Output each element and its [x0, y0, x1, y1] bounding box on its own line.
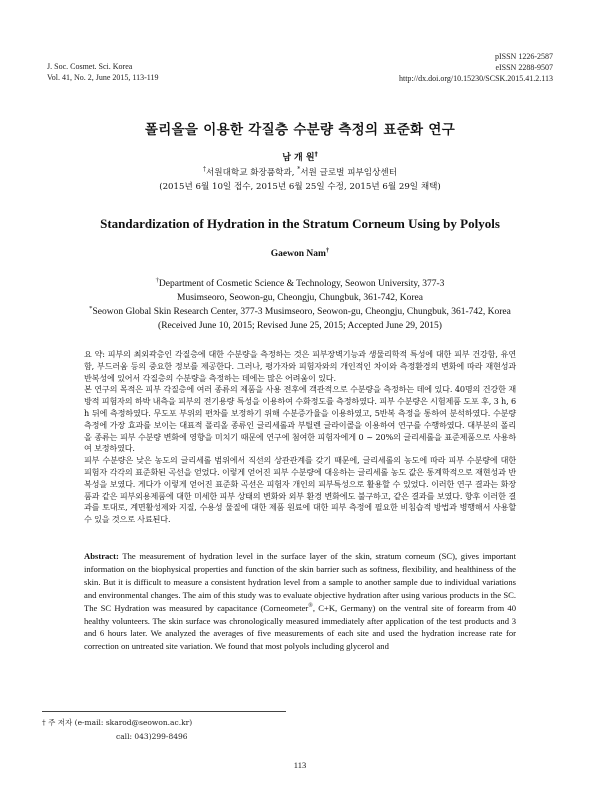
english-abstract	[84, 550, 516, 653]
en-affil-mark-2: *	[89, 304, 93, 312]
registered-mark: ®	[308, 602, 313, 609]
english-title: Standardization of Hydration in the Stratum Corneum Using by Polyols	[100, 216, 500, 231]
korean-affiliation-line	[0, 166, 600, 180]
pissn: pISSN 1226-2587	[494, 52, 553, 61]
korean-title: 폴리올을 이용한 각질층 수분량 측정의 표준화 연구	[144, 122, 456, 138]
journal-volume: Vol. 41, No. 2, June 2015, 113-119	[47, 73, 159, 82]
english-dates: (Received June 10, 2015; Revised June 25, 2015; Accepted June 29, 2015)	[158, 321, 442, 331]
korean-affil-2: 서원 글로벌 피부임상센터	[300, 168, 398, 178]
korean-abstract	[84, 349, 516, 526]
korean-affiliation	[0, 166, 600, 194]
korean-dates: (2015년 6월 10일 접수, 2015년 6월 25일 수정, 2015년 6월 29일 채택)	[159, 182, 441, 192]
korean-abstract-p2: 본 연구의 목적은 피부 각질층에 여러 종류의 제품을 사용 전후에 객관적으로 수분량을 측정하는 데에 있다. 40명의 건강한 재방적 피험자의 하박 내측을 피부의 전기용량 특성을 이용하여 수화정도를 측정하였다. 피부 수분량은 시험제품 도포 후, 3 h, 6 h 뒤에 측정하였다. 무도포 부위의 편차를 보정하기 위해 수분증가율을 이용하였고, 5반복 측정을 통하여 분석하였다. 수분량 측정에 가장 효과를 보이는 대표적 폴리올 종류인 글리세롤과 부틸렌 글라이콜을 이용하여 연구를 수행하였다. 대부분의 폴리올 종류는 피부 수분량 변화에 영향을 미치기 때문에 연구에 첨여한 피험자에게 0 ~ 20%의 글리세롤을 표준제품으로 사용하여 보정하였다.	[84, 384, 516, 454]
english-author	[0, 246, 600, 259]
page-number: 113	[293, 760, 307, 770]
korean-author-name: 남 개 원	[282, 153, 315, 163]
korean-affil-1: 서원대학교 화장품학과,	[206, 168, 298, 178]
footnote	[42, 716, 192, 744]
korean-abstract-p1: 요 약: 피부의 최외곽층인 각질층에 대한 수분량을 측정하는 것은 피부장벽기능과 생물리학적 특성에 대한 피부 건강함, 유연함, 부드러움 등의 중요한 정보를 제공한다. 그러나, 평가자와 피험자와의 개인적인 차이와 측정환경의 변화에 따라 재현성과 반복성에 있어서 각질층의 수분량을 측정하는 데에는 많은 어려움이 있다.	[84, 349, 516, 383]
english-affil-2	[0, 305, 600, 319]
en-affil-mark: †	[155, 276, 159, 284]
doi-link[interactable]: http://dx.doi.org/10.15230/SCSK.2015.41.2.113	[398, 74, 553, 83]
english-affil-1-line2: Musimseoro, Seowon-gu, Cheongju, Chungbuk, 361-742, Korea	[177, 293, 423, 303]
journal-name: J. Soc. Cosmet. Sci. Korea	[47, 62, 133, 71]
footnote-phone: call: 043)299-8496	[116, 732, 188, 741]
abstract-label: Abstract:	[84, 551, 119, 561]
english-author-name: Gaewon Nam	[270, 249, 326, 259]
english-affil-1-line1	[0, 277, 600, 291]
affil-mark-2: *	[297, 166, 301, 174]
footnote-email: † 주 저자 (e-mail: skarod@seowon.ac.kr)	[42, 718, 193, 727]
korean-abstract-p3: 피부 수분량은 낮은 농도의 글리세롤 범위에서 직선의 상관관계를 갖기 때문에, 글리세롤의 농도에 따라 피부 수분량에 대한 피험자 각각의 표준화된 곡선을 얻었다. 이렇게 얻어진 피부 수분량에 대응하는 글리세롤 농도 값은 통계학적으로 재현성과 반복성을 보였다. 게다가 이렇게 얻어진 표준화 곡선은 피험자 개인의 피부특성으로 활용할 수 있었다. 이러한 연구 결과는 화장품과 같은 피부외용제품에 대한 미세한 피부 상태의 변화와 외부 환경 변화에도 불구하고, 같은 결과를 보였다. 향후 이러한 결과를 토대로, 계면활성제와 지질, 수용성 물질에 대한 제품 원료에 대한 피부 측정에 필요한 비침습적 방법과 병행해서 사용할 수 있을 것으로 사료된다.	[84, 455, 516, 525]
affil-mark: †	[202, 166, 206, 174]
issn-block	[399, 51, 553, 84]
en-affil-1-text: Department of Cosmetic Science & Technology, Seowon University, 377-3	[158, 279, 445, 289]
english-abstract-text-b: , C+K, Germany) on the ventral site of forearm from 40 healthy volunteers. The skin surface was chronologically measured immediately after application of the test products and 3 and 6 hours later. We analyzed the averages of five measurements of each site and used the hydration increase rate for correction on untreated site variation. We found that most polyols including glycerol and	[84, 602, 516, 652]
english-affiliation	[0, 277, 600, 333]
english-abstract-text-a: The measurement of hydration level in the surface layer of the skin, stratum corneum (SC), gives important information on the biophysical properties and function of the skin barrier such as softness, flexibility, and healthiness of the skin. But it is difficult to measure a consistent hydration level from a sample to another sample due to individual variations and environmental changes. The aim of this study was to evaluate objective hydration after using various products in the SC. The SC Hydration was measured by capacitance (Corneometer	[84, 551, 516, 613]
journal-citation	[47, 61, 158, 83]
korean-author-mark: †	[314, 151, 318, 158]
english-author-mark: †	[325, 246, 330, 254]
footnote-divider	[42, 711, 286, 712]
eissn: eISSN 2288-9507	[495, 63, 553, 72]
korean-author	[0, 150, 600, 163]
en-affil-2-text: Seowon Global Skin Research Center, 377-3 Musimseoro, Seowon-gu, Cheongju, Chungbuk, 361-742, Korea	[92, 307, 511, 317]
